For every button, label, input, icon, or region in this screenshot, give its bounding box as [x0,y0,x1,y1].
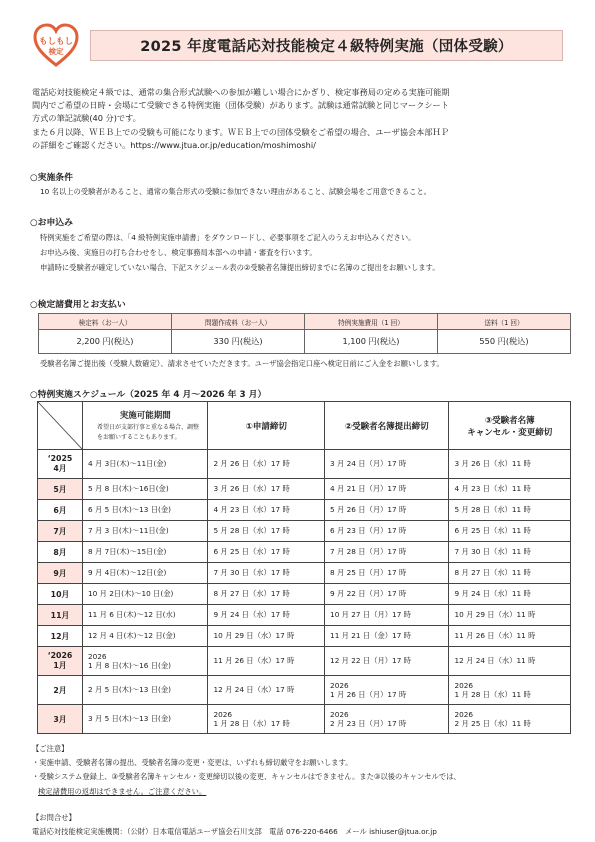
deadline-2-cell: 5 月 26 日（月）17 時 [325,500,449,521]
fee-value: 1,100 円(税込) [305,330,438,354]
deadline-1-cell: 6 月 25 日（水）17 時 [208,542,325,563]
period-cell: 9 月 4日(木)～12日(金) [83,563,208,584]
table-row [38,479,571,500]
month-cell: 9月 [38,563,83,584]
fee-value: 330 円(税込) [172,330,305,354]
deadline-1-cell: 3 月 26 日（水）17 時 [208,479,325,500]
deadline-3-cell: 5 月 28 日（水）11 時 [449,500,571,521]
month-cell: 8月 [38,542,83,563]
deadline-2-cell: 8 月 25 日（月）17 時 [325,563,449,584]
deadline-1-cell: 4 月 23 日（水）17 時 [208,500,325,521]
fee-header: 特例実施費用（1 回） [305,314,438,330]
deadline-3-header: ③受験者名簿 キャンセル・変更締切 [449,402,571,450]
month-cell: 12月 [38,626,83,647]
table-row [38,563,571,584]
period-cell: 11 月 6 日(木)～12 日(水) [83,605,208,626]
intro-paragraph: 電話応対技能検定４級では、通常の集合形式試験への参加が難しい場合にかぎり、検定事務局の定める実施可能期 間内でご希望の日時・会場にて受験できる特例実施（団体受験）があります。試験は通常試験と同じマークシート 方式の筆記試験(40 分)です。 また６月以降、ＷＥＢ上での受験も可能になります。ＷＥＢ上での団体受験をご希望の場合、ユーザ協会本部ＨＰ の詳細をご確認ください。https://www.jtua.or.jp/education/moshimoshi/ [32,87,450,150]
apply-heading: ○お申込み [30,218,73,228]
table-row [38,626,571,647]
contact-section: 【お問合せ】 電話応対技能検定実施機関：（公財）日本電信電話ユーザ協会石川支部 電話 076-220-6466 メール ishiuser@jtua.or.jp [32,813,437,837]
fee-header: 検定料（お一人） [39,314,172,330]
month-cell: 5月 [38,479,83,500]
fee-header: 送料（1 回） [438,314,571,330]
deadline-1-cell: 9 月 24 日（水）17 時 [208,605,325,626]
period-cell: 5 月 8 日(木)～16日(金) [83,479,208,500]
deadline-3-cell: 6 月 25 日（水）11 時 [449,521,571,542]
table-row [38,542,571,563]
deadline-3-cell: 11 月 26 日（水）11 時 [449,626,571,647]
svg-text:検定: 検定 [48,47,64,56]
table-row [38,605,571,626]
schedule-table [37,401,571,734]
deadline-2-cell: 6 月 23 日（月）17 時 [325,521,449,542]
deadline-2-header: ②受験者名簿提出締切 [325,402,449,450]
deadline-3-cell: 9 月 24 日（水）11 時 [449,584,571,605]
period-cell: 7 月 3 日(木)～11日(金) [83,521,208,542]
month-cell: 10月 [38,584,83,605]
table-row [38,521,571,542]
period-cell: 10 月 2日(木)～10 日(金) [83,584,208,605]
deadline-1-cell: 2 月 26 日（水）17 時 [208,450,325,479]
month-cell: ‘2025 4月 [38,450,83,479]
period-cell: 4 月 3日(木)～11日(金) [83,450,208,479]
deadline-3-cell: 12 月 24 日（水）11 時 [449,647,571,676]
month-cell: ‘2026 1月 [38,647,83,676]
period-cell: 2 月 5 日(木)～13 日(金) [83,676,208,705]
table-row [38,676,571,705]
deadline-1-cell: 5 月 28 日（水）17 時 [208,521,325,542]
deadline-2-cell: 4 月 21 日（月）17 時 [325,479,449,500]
schedule-heading: ○特例実施スケジュール（2025 年 4 月～2026 年 3 月） [30,390,267,400]
deadline-2-cell: 11 月 21 日（金）17 時 [325,626,449,647]
deadline-3-cell: 4 月 23 日（水）11 時 [449,479,571,500]
deadline-1-cell: 10 月 29 日（水）17 時 [208,626,325,647]
fee-value: 2,200 円(税込) [39,330,172,354]
table-row [38,584,571,605]
deadline-3-cell: 2026 1 月 28 日（水）11 時 [449,676,571,705]
fee-value: 550 円(税込) [438,330,571,354]
deadline-3-cell: 3 月 26 日（水）11 時 [449,450,571,479]
period-header: 実施可能期間 希望日が支部行事と重なる場合、調整をお願いすることもあります。 [83,402,208,450]
period-cell: 6 月 5 日(木)～13 日(金) [83,500,208,521]
deadline-3-cell: 8 月 27 日（水）11 時 [449,563,571,584]
month-cell: 7月 [38,521,83,542]
period-cell: 8 月 7日(木)～15日(金) [83,542,208,563]
apply-lines: 特例実施をご希望の際は、「4 級特例実施申請書」をダウンロードし、必要事項をご記入のうえお申込みください。 お申込み後、実施日の打ち合わせをし、検定事務局本部への申請・審査を行います。 申請時に受験者が確定していない場合、下記スケジュール表の②受験者名簿提出締切までに名簿のご提出をお願いします。 [40,233,440,272]
deadline-1-cell: 11 月 26 日（水）17 時 [208,647,325,676]
deadline-2-cell: 3 月 24 日（月）17 時 [325,450,449,479]
deadline-2-cell: 12 月 22 日（月）17 時 [325,647,449,676]
moshimoshi-logo [33,23,79,67]
deadline-3-cell: 2026 2 月 25 日（水）11 時 [449,705,571,734]
deadline-2-cell: 9 月 22 日（月）17 時 [325,584,449,605]
deadline-2-cell: 10 月 27 日（月）17 時 [325,605,449,626]
conditions-heading: ○実施条件 [30,173,73,183]
month-cell: 6月 [38,500,83,521]
month-cell: 3月 [38,705,83,734]
deadline-3-cell: 7 月 30 日（水）11 時 [449,542,571,563]
deadline-1-cell: 7 月 30 日（水）17 時 [208,563,325,584]
deadline-2-cell: 2026 2 月 23 日（月）17 時 [325,705,449,734]
deadline-2-cell: 7 月 28 日（月）17 時 [325,542,449,563]
fees-heading: ○検定諸費用とお支払い [30,300,126,310]
period-cell: 3 月 5 日(木)～13 日(金) [83,705,208,734]
month-cell: 11月 [38,605,83,626]
table-row [38,500,571,521]
deadline-3-cell: 10 月 29 日（水）11 時 [449,605,571,626]
period-cell: 12 月 4 日(木)～12 日(金) [83,626,208,647]
table-row [38,705,571,734]
table-row [38,647,571,676]
notes-section: 【ご注意】 ・実施申請、受験者名簿の提出、受験者名簿の変更・変更は、いずれも締切厳守をお願いします。 ・受験システム登録上、③受験者名簿キャンセル・変更締切以後の変更、キャンセルはできません。また③以後のキャンセルでは、 検定諸費用の返却はできません。ご注意ください。 [32,744,461,796]
deadline-2-cell: 2026 1 月 26 日（月）17 時 [325,676,449,705]
deadline-1-cell: 2026 1 月 28 日（水）17 時 [208,705,325,734]
deadline-1-header: ①申請締切 [208,402,325,450]
svg-text:もしもし: もしもし [38,37,74,47]
page-title: 2025 年度電話応対技能検定４級特例実施（団体受験） [90,30,563,61]
month-cell: 2月 [38,676,83,705]
period-cell: 2026 1 月 8 日(木)～16 日(金) [83,647,208,676]
fees-table [38,313,571,354]
table-row [38,450,571,479]
deadline-1-cell: 8 月 27 日（水）17 時 [208,584,325,605]
fee-header: 問題作成料（お一人） [172,314,305,330]
deadline-1-cell: 12 月 24 日（水）17 時 [208,676,325,705]
fees-note: 受験者名簿ご提出後（受験人数確定）、請求させていただきます。ユーザ協会指定口座へ検定日前にご入金をお願いします。 [40,359,444,368]
conditions-text: 10 名以上の受験者があること、通常の集合形式の受験に参加できない理由があること、試験会場をご用意できること。 [40,187,432,196]
table-corner-diagonal [38,402,83,450]
